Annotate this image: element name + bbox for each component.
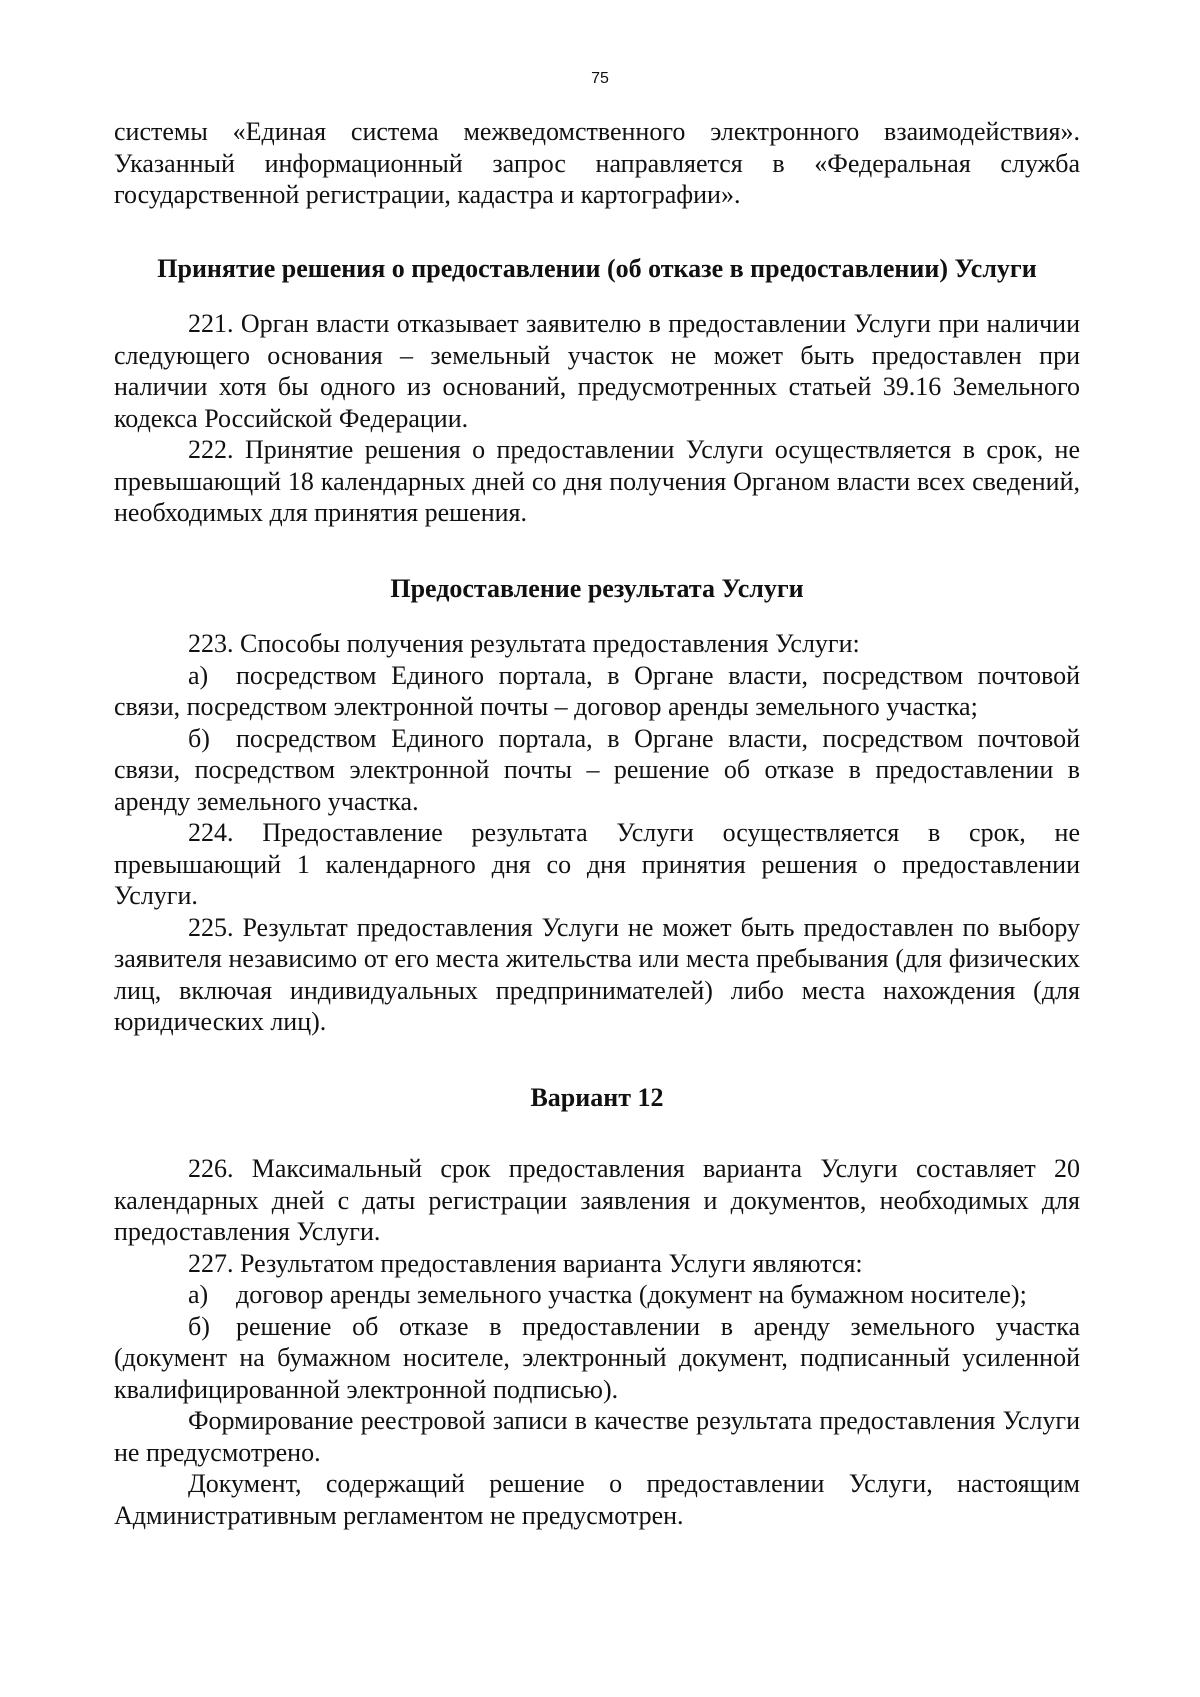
paragraph-225: 225. Результат предоставления Услуги не может быть предоставлен по выбору заявителя независимо от его места жительства или места пребывания (для физических лиц, включая индивидуальных предпринимателей) либо места нахождения (для юридических лиц). [114, 912, 1080, 1036]
section-heading-decision: Принятие решения о предоставлении (об отказе в предоставлении) Услуги [157, 253, 1037, 283]
list-item-text: решение об отказе в предоставлении в аренду земельного участка (документ на бумажном носителе, электронный документ, подписанный усиленной квалифицированной электронной подписью). [114, 1311, 1080, 1404]
section-heading-result: Предоставление результата Услуги [390, 573, 804, 603]
paragraph-document: Документ, содержащий решение о предоставлении Услуги, настоящим Административным регламентом не предусмотрен. [114, 1469, 1080, 1530]
list-item-text: посредством Единого портала, в Органе власти, посредством почтовой связи, посредством электронной почты – решение об отказе в предоставлении в аренду земельного участка. [114, 723, 1080, 816]
paragraph-222: 222. Принятие решения о предоставлении Услуги осуществляется в срок, не превышающий 18 календарных дней со дня получения Органом власти всех сведений, необходимых для принятия решения. [114, 435, 1080, 527]
paragraph-223: 223. Способы получения результата предоставления Услуги: [188, 629, 860, 658]
paragraph-227: 227. Результатом предоставления варианта Услуги являются: [188, 1248, 863, 1278]
list-item-text: посредством Единого портала, в Органе власти, посредством почтовой связи, посредством электронной почты – договор аренды земельного участка; [114, 660, 1080, 721]
paragraph-224: 224. Предоставление результата Услуги осуществляется в срок, не превышающий 1 календарного дня со дня принятия решения о предоставлении Услуги. [114, 818, 1080, 910]
page-number: 75 [591, 70, 609, 87]
list-marker: б) [188, 1311, 210, 1341]
paragraph-registry: Формирование реестровой записи в качестве результата предоставления Услуги не предусмотрено. [114, 1406, 1080, 1467]
list-item-223-a [114, 660, 1080, 723]
list-item-227-b [114, 1311, 1080, 1406]
paragraph-226: 226. Максимальный срок предоставления варианта Услуги составляет 20 календарных дней с даты регистрации заявления и документов, необходимых для предоставления Услуги. [114, 1154, 1080, 1246]
list-item-227-a [114, 1279, 1080, 1311]
paragraph-221: 221. Орган власти отказывает заявителю в предоставлении Услуги при наличии следующего основания – земельный участок не может быть предоставлен при наличии хотя бы одного из оснований, предусмотренных статьей 39.16 Земельного кодекса Российской Федерации. [114, 309, 1080, 433]
list-item-223-b [114, 723, 1080, 818]
list-item-text: договор аренды земельного участка (документ на бумажном носителе); [236, 1280, 1027, 1309]
list-marker: а) [188, 1280, 209, 1309]
document-body [114, 116, 1080, 1531]
list-marker: б) [188, 723, 210, 753]
section-heading-variant: Вариант 12 [530, 1082, 664, 1112]
list-marker: а) [188, 660, 209, 690]
intro-paragraph: системы «Единая система межведомственного электронного взаимодействия». Указанный информационный запрос направляется в «Федеральная служба государственной регистрации, кадастра и картографии». [114, 117, 1080, 209]
